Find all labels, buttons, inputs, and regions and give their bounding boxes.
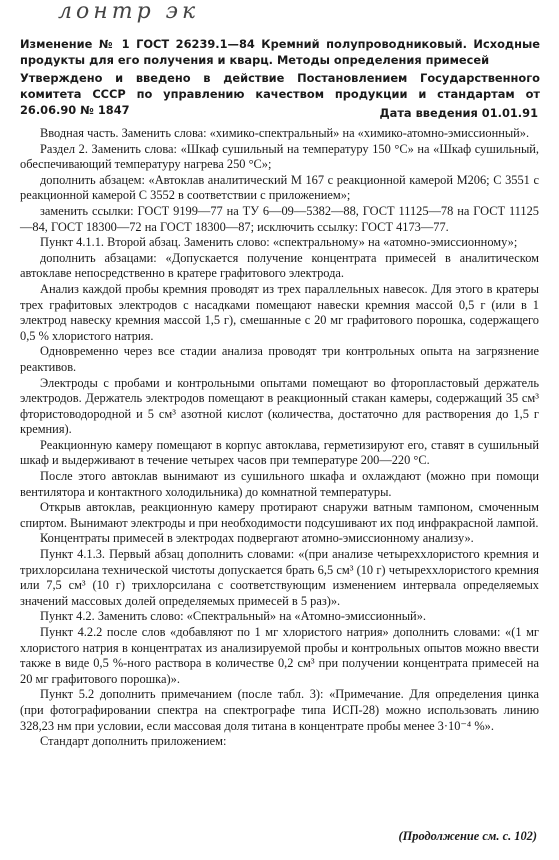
paragraph: Пункт 4.2. Заменить слово: «Спектральный» на «Атомно-эмиссионный». xyxy=(40,609,426,624)
paragraph: Пункт 5.2 дополнить примечанием (после табл. 3): «Примечание. Для определения цинка (при фотографировании спектра на спектрографе типа ИСП-28) можно использовать линию 328,23 нм при условии, если массовая доля титана в концентрате пробы менее 3·10⁻⁴ %». xyxy=(20,687,539,733)
paragraph: После этого автоклав вынимают из сушильного шкафа и охлаждают (можно при помощи вентилятора и контактного холодильника) до комнатной температуры. xyxy=(20,469,539,499)
paragraph: дополнить абзацем: «Автоклав аналитический М 167 с реакционной камерой М206; С 3551 с реакционной камерой С 3552 в соответствии с приложением»; xyxy=(20,172,539,203)
paragraph: Анализ каждой пробы кремния проводят из трех параллельных навесок. Для этого в кратеры трех графитовых электродов с насадками помещают навески кремния массой 0,5 г (или в 1 электрод навеску кремния массой 1,5 г), смешанные с 20 мг графитового порошка, содержащего 0,5 % хлористого натрия. xyxy=(20,281,539,343)
paragraph: Реакционную камеру помещают в корпус автоклава, герметизируют его, ставят в сушильный шкаф и выдерживают в течение четырех часов при температуре 200—220 °С. xyxy=(20,437,539,468)
handwritten-note: лонтр эк xyxy=(58,0,200,24)
paragraph: Стандарт дополнить приложением: xyxy=(40,734,227,749)
paragraph: дополнить абзацами: «Допускается получение концентрата примесей в аналитическом автоклаве непосредственно в кратере графитового электрода. xyxy=(20,250,539,281)
paragraph: Концентраты примесей в электродах подвергают атомно-эмиссионному анализу». xyxy=(40,531,474,546)
paragraph: Раздел 2. Заменить слова: «Шкаф сушильный на температуру 150 °С» на «Шкаф сушильный, обеспечивающий температуру нагрева 250 °С»; xyxy=(20,141,539,172)
document-body xyxy=(20,126,539,750)
paragraph: заменить ссылки: ГОСТ 9199—77 на ТУ 6—09—5382—88, ГОСТ 11125—78 на ГОСТ 11125—84, ГОСТ 18300—72 на ГОСТ 18300—87; исключить ссылку: ГОСТ 4173—77. xyxy=(20,203,539,234)
paragraph: Пункт 4.1.1. Второй абзац. Заменить слово: «спектральному» на «атомно-эмиссионному»; xyxy=(40,235,518,250)
approval-statement: Утверждено и введено в действие Постановлением Государственного комитета СССР по управлению качеством продукции и стандартам от 26.06.90 № 1847 xyxy=(20,71,540,118)
document-title: Изменение № 1 ГОСТ 26239.1—84 Кремний полупроводниковый. Исходные продукты для его получения и кварц. Методы определения примесей xyxy=(20,37,540,68)
paragraph: Пункт 4.2.2 после слов «добавляют по 1 мг хлористого натрия» дополнить словами: «(1 мг хлористого натрия в концентратах из анализируемой пробы и контрольных опытов можно ввести также в виде 0,5 %-ного раствора в количестве 0,2 см³ при получении концентрата примесей на 20 мг графитового порошка)». xyxy=(20,625,539,686)
paragraph: Электроды с пробами и контрольными опытами помещают во фторопластовый держатель электродов. Держатель электродов помещают в реакционный стакан камеры, содержащий 35 см³ фтористоводородной и 5 см³ азотной кислот (количества, достаточно для растворения до 1,5 г кремния). xyxy=(20,375,539,437)
paragraph: Вводная часть. Заменить слова: «химико-спектральный» на «химико-атомно-эмиссионный». xyxy=(40,126,530,140)
paragraph: Одновременно через все стадии анализа проводят три контрольных опыта на загрязнение реактивов. xyxy=(20,344,539,374)
continuation-note: (Продолжение см. с. 102) xyxy=(398,829,537,843)
paragraph: Открыв автоклав, реакционную камеру протирают снаружи ватным тампоном, смоченным спиртом. Вынимают электроды и при необходимости подсушивают их под инфракрасной лампой. xyxy=(20,500,539,530)
paragraph: Пункт 4.1.3. Первый абзац дополнить словами: «(при анализе четыреххлористого кремния и трихлорсилана технической чистоты допускается брать 6,5 см³ (10 г) четыреххлористого кремния или 7,5 см³ (10 г) трихлорсилана с соответствующим изменением интервала определяемых значений массовых долей определяемых примесей в 5 раз)». xyxy=(20,547,539,608)
effective-date: Дата введения 01.01.91 xyxy=(379,106,538,120)
